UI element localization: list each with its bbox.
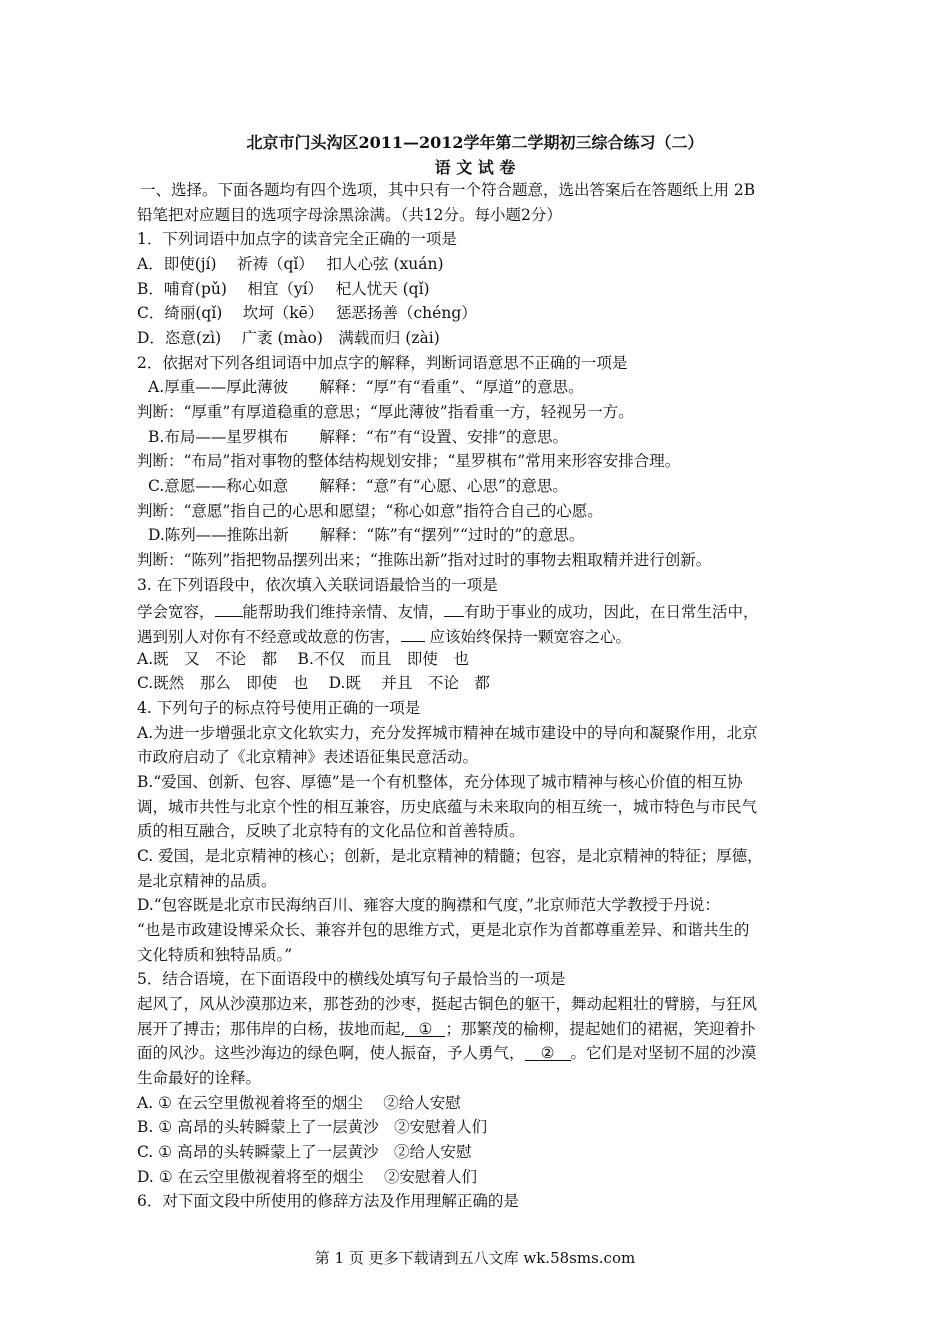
passage-text: 应该始终保持一颗宽容之心。	[424, 628, 631, 646]
fill-blank	[215, 599, 243, 617]
exam-subtitle: 语 文 试 卷	[434, 158, 516, 177]
fill-blank	[444, 599, 464, 617]
option-c-cont: 是北京精神的品质。	[137, 872, 277, 890]
fill-blank	[401, 624, 425, 642]
passage-text: ；那繁茂的榆柳，提起她们的裙裾，笑迎着扑	[445, 1020, 756, 1038]
exam-title: 北京市门头沟区2011—2012学年第二学期初三综合练习（二）	[246, 133, 704, 152]
option-a: A. ① 在云空里傲视着将至的烟尘 ②给人安慰	[137, 1094, 461, 1112]
option-a: A．即使(jí) 祈祷（qǐ） 扣人心弦 (xuán)	[137, 255, 444, 273]
option-row: C.既然 那么 即使 也 D.既 并且 不论 都	[137, 674, 490, 692]
option-d-cont: 文化特质和独特品质。”	[137, 946, 293, 964]
question-stem: 4. 下列句子的标点符号使用正确的一项是	[137, 699, 421, 717]
question-stem: 1．下列词语中加点字的读音完全正确的一项是	[137, 230, 457, 248]
option-a: A.厚重——厚此薄彼 解释：“厚”有“看重”、“厚道”的意思。	[148, 378, 584, 396]
option-c: C. 爱国，是北京精神的核心；创新，是北京精神的精髓；包容，是北京精神的特征；厚德，	[137, 847, 763, 865]
passage-line	[137, 1019, 755, 1039]
fill-blank-1: ①	[405, 1019, 445, 1037]
option-b-cont: 质的相互融合，反映了北京特有的文化品位和首善特质。	[137, 822, 525, 840]
passage-text: 遇到别人对你有不经意或故意的伤害，	[137, 628, 401, 646]
passage-text: 面的风沙。这些沙海边的绿色啊，使人振奋，予人勇气，	[137, 1044, 525, 1062]
passage-text: 学会宽容，	[137, 603, 215, 621]
fill-blank-2: ②	[525, 1043, 571, 1061]
option-c: C.意愿——称心如意 解释：“意”有“心愿、心思”的意思。	[148, 477, 568, 495]
page-footer: 第 1 页 更多下载请到五八文库 wk.58sms.com	[314, 1249, 636, 1267]
passage-line	[137, 1043, 757, 1063]
option-b: B.“爱国、创新、包容、厚德”是一个有机整体，充分体现了城市精神与核心价值的相互协	[137, 773, 743, 791]
option-a: A.为进一步增强北京文化软实力，充分发挥城市精神在城市建设中的导向和凝聚作用，北京	[137, 724, 758, 742]
option-d: D.陈列——推陈出新 解释：“陈”有“摆列”“过时的”的意思。	[148, 526, 585, 544]
passage-text: 。它们是对坚韧不屈的沙漠	[570, 1044, 757, 1062]
judgement-d: 判断：“陈列”指把物品摆列出来；“推陈出新”指对过时的事物去粗取精并进行创新。	[137, 551, 712, 569]
passage-line	[137, 599, 759, 622]
question-stem: 6．对下面文段中所使用的修辞方法及作用理解正确的是	[137, 1192, 519, 1210]
option-c: C．绮丽(qǐ) 坎坷（kē） 惩恶扬善（chéng）	[137, 304, 477, 322]
option-b: B．哺育(pǔ) 相宜（yí） 杞人忧天 (qǐ)	[137, 280, 430, 298]
judgement-b: 判断：“布局”指对事物的整体结构规划安排；“星罗棋布”常用来形容安排合理。	[137, 452, 681, 470]
question-stem: 3. 在下列语段中，依次填入关联词语最恰当的一项是	[137, 576, 498, 594]
passage-line	[137, 624, 631, 647]
passage-text: 展开了搏击；那伟岸的白杨，拔地而起,	[137, 1020, 406, 1038]
passage-text: 能帮助我们维持亲情、友情，	[242, 603, 445, 621]
section-intro-line: 一、选择。下面各题均有四个选项，其中只有一个符合题意，选出答案后在答题纸上用 2B	[140, 181, 756, 199]
option-b-cont: 调，城市共性与北京个性的相互兼容，历史底蕴与未来取向的相互统一，城市特色与市民气	[137, 798, 758, 816]
passage-line: 起风了，风从沙漠那边来，那苍劲的沙枣，挺起古铜色的躯干，舞动起粗壮的臂膀，与狂风	[137, 995, 758, 1013]
option-d-cont: “也是市政建设博采众长、兼容并包的思维方式，更是北京作为首都尊重差异、和谐共生的	[137, 921, 750, 939]
question-stem: 2．依据对下列各组词语中加点字的解释，判断词语意思不正确的一项是	[137, 354, 628, 372]
option-c: C. ① 高昂的头转瞬蒙上了一层黄沙 ②给人安慰	[137, 1143, 472, 1161]
option-b: B. ① 高昂的头转瞬蒙上了一层黄沙 ②安慰着人们	[137, 1118, 488, 1136]
option-row: A.既 又 不论 都 B.不仅 而且 即使 也	[137, 650, 469, 668]
passage-text: 有助于事业的成功，因此，在日常生活中，	[464, 603, 759, 621]
option-d: D. ① 在云空里傲视着将至的烟尘 ②安慰着人们	[137, 1168, 477, 1186]
option-b: B.布局——星罗棋布 解释：“布”有“设置、安排”的意思。	[148, 428, 569, 446]
option-d: D.“包容既是北京市民海纳百川、雍容大度的胸襟和气度，”北京师范大学教授于丹说：	[137, 896, 720, 914]
option-a-cont: 市政府启动了《北京精神》表述语征集民意活动。	[137, 748, 479, 766]
passage-line: 生命最好的诠释。	[137, 1069, 262, 1087]
option-d: D．恣意(zì) 广袤 (mào) 满载而归 (zài)	[137, 329, 440, 347]
judgement-a: 判断：“厚重”有厚道稳重的意思；“厚此薄彼”指看重一方，轻视另一方。	[137, 403, 634, 421]
question-stem: 5．结合语境，在下面语段中的横线处填写句子最恰当的一项是	[137, 970, 566, 988]
section-intro-line: 铅笔把对应题目的选项字母涂黑涂满。（共12分。每小题2分）	[137, 206, 562, 224]
judgement-c: 判断：“意愿”指自己的心思和愿望；“称心如意”指符合自己的心愿。	[137, 502, 603, 520]
